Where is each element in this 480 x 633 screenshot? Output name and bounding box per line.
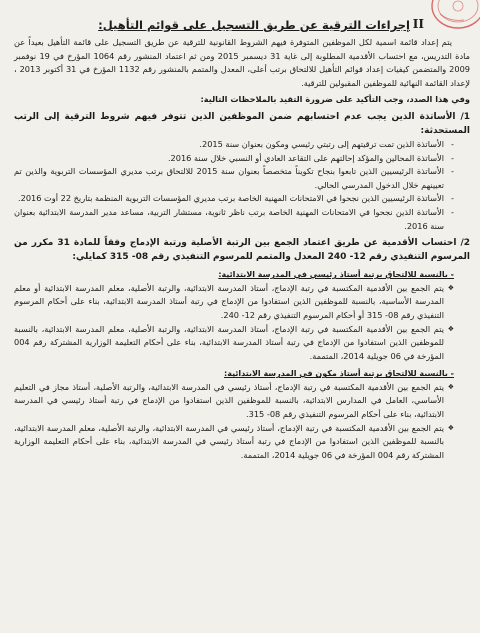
subsection2-title: - بالنسبة للالتحاق برتبة أستاذ مكون في المدرسة الابتدائية:	[224, 369, 454, 379]
section2-title: 2/ احتساب الأقدمية عن طريق اعتماد الجمع بين الرتبة الأصلية ورتبة الإدماج وفقاً للمادة 31 مكرر من المرسوم التنفيذي رقم 12- 240 المعدل والمتمم للمرسوم التنفيذي رقم 08- 315 كمايلي:	[14, 238, 470, 263]
note-paragraph: وفي هذا الصدد، وجب التأكيد على ضرورة التقيد بالملاحظات التالية:	[200, 94, 470, 105]
section-heading	[14, 17, 424, 32]
list-item: - الأساتذة الرئيسيين الذين تابعوا بنجاح تكويناً متخصصاً بعنوان سنة 2015 للالتحاق برتب مديري المؤسسات التربوية والذين تم تعيينهم خلال الدخول المدرسي الحالي.	[14, 165, 454, 192]
list-item: - الأساتذة الذين تمت ترقيتهم إلى رتبتي رئيسي ومكون بعنوان سنة 2015.	[14, 138, 454, 152]
subsection2-list	[14, 381, 470, 463]
section-number: II	[412, 17, 424, 31]
list-item: - الأساتذة الذين نجحوا في الامتحانات المهنية الخاصة برتب ناظر ثانوية، مستشار التربية، مساعد مدير المدرسة الابتدائية بعنوان سنة 2016.	[14, 206, 454, 233]
list-item: ❖ يتم الجمع بين الأقدمية المكتسبة في رتبة الإدماج، أستاذ المدرسة الابتدائية، والرتبة الأصلية، معلم المدرسة الابتدائية، بالنسبة للموظفين الذين استفادوا من الإدماج في رتبة أستاذ المدرسة الابتدائية، بناء على أحكام التعليمة الوزارية المشتركة رقم 004 المؤرخة في 06 جويلية 2014، المتممة.	[14, 323, 454, 364]
subsection1-title: - بالنسبة للالتحاق برتبة أستاذ رئيسي في المدرسة الابتدائية:	[218, 270, 454, 280]
list-item: - الأساتذة المحالين والمؤكد إحالتهم على التقاعد العادي أو النسبي خلال سنة 2016.	[14, 152, 454, 166]
subsection1-list	[14, 282, 470, 364]
section1-title: 1/ الأساتذة الذين يجب عدم احتسابهم ضمن الموظفين الذين تتوفر فيهم شروط الترقية إلى الرتب المستحدثة:	[14, 111, 470, 136]
section1-list	[14, 138, 470, 233]
section-title: إجراءات الترقية عن طريق التسجيل على قوائم التأهيل:	[98, 18, 410, 32]
list-item: - الأساتذة الرئيسيين الذين نجحوا في الامتحانات المهنية الخاصة برتب مديري المؤسسات التربوية المنظمة بتاريخ 22 أوت 2016.	[14, 192, 454, 206]
list-item: ❖ يتم الجمع بين الأقدمية المكتسبة في رتبة الإدماج، أستاذ المدرسة الابتدائية، والرتبة الأصلية، معلم المدرسة الابتدائية أو معلم المدرسة الأساسية، بالنسبة للموظفين الذين استفادوا من الإدماج في رتبة أستاذ المدرسة الابتدائية، بناء على أحكام المرسوم التنفيذي رقم 08- 315 أو أحكام المرسوم التنفيذي رقم 12- 240.	[14, 282, 454, 323]
list-item: ❖ يتم الجمع بين الأقدمية المكتسبة في رتبة الإدماج، أستاذ رئيسي في المدرسة الابتدائية، والرتبة الأصلية، معلم المدرسة الابتدائية، بالنسبة للموظفين الذين استفادوا من الإدماج في رتبة أستاذ رئيسي في المدرسة الابتدائية، بناء على أحكام التعليمة الوزارية المشتركة رقم 004 المؤرخة في 06 جويلية 2014، المتممة.	[14, 422, 454, 463]
list-item: ❖ يتم الجمع بين الأقدمية المكتسبة في رتبة الإدماج، أستاذ رئيسي في المدرسة الابتدائية، والرتبة الأصلية، أستاذ مجاز في التعليم الأساسي، العامل في المدارس الابتدائية، بالنسبة للموظفين الذين استفادوا من الإدماج في رتبة أستاذ رئيسي في المدرسة الابتدائية، بناء على أحكام المرسوم التنفيذي رقم 08- 315.	[14, 381, 454, 422]
intro-paragraph: يتم إعداد قائمة اسمية لكل الموظفين المتوفرة فيهم الشروط القانونية للترقية عن طريق التسجيل على قائمة التأهيل بعيداً عن مادة التدريس، مع احتساب الأقدمية المطلوبة إلى غاية 31 ديسمبر 2015 ومن ثم اعتماد المنشور رقم 1064 المؤرخ في 19 نوفمبر 2009 والمتضمن كيفيات إعداد قوائم التأهيل للالتحاق برتب أعلى، المعدل والمتمم بالمنشور رقم 1132 المؤرخ في 31 أكتوبر 2013 ، لإعداد القائمة النهائية للموظفين المقبولين للترقية.	[14, 37, 470, 88]
